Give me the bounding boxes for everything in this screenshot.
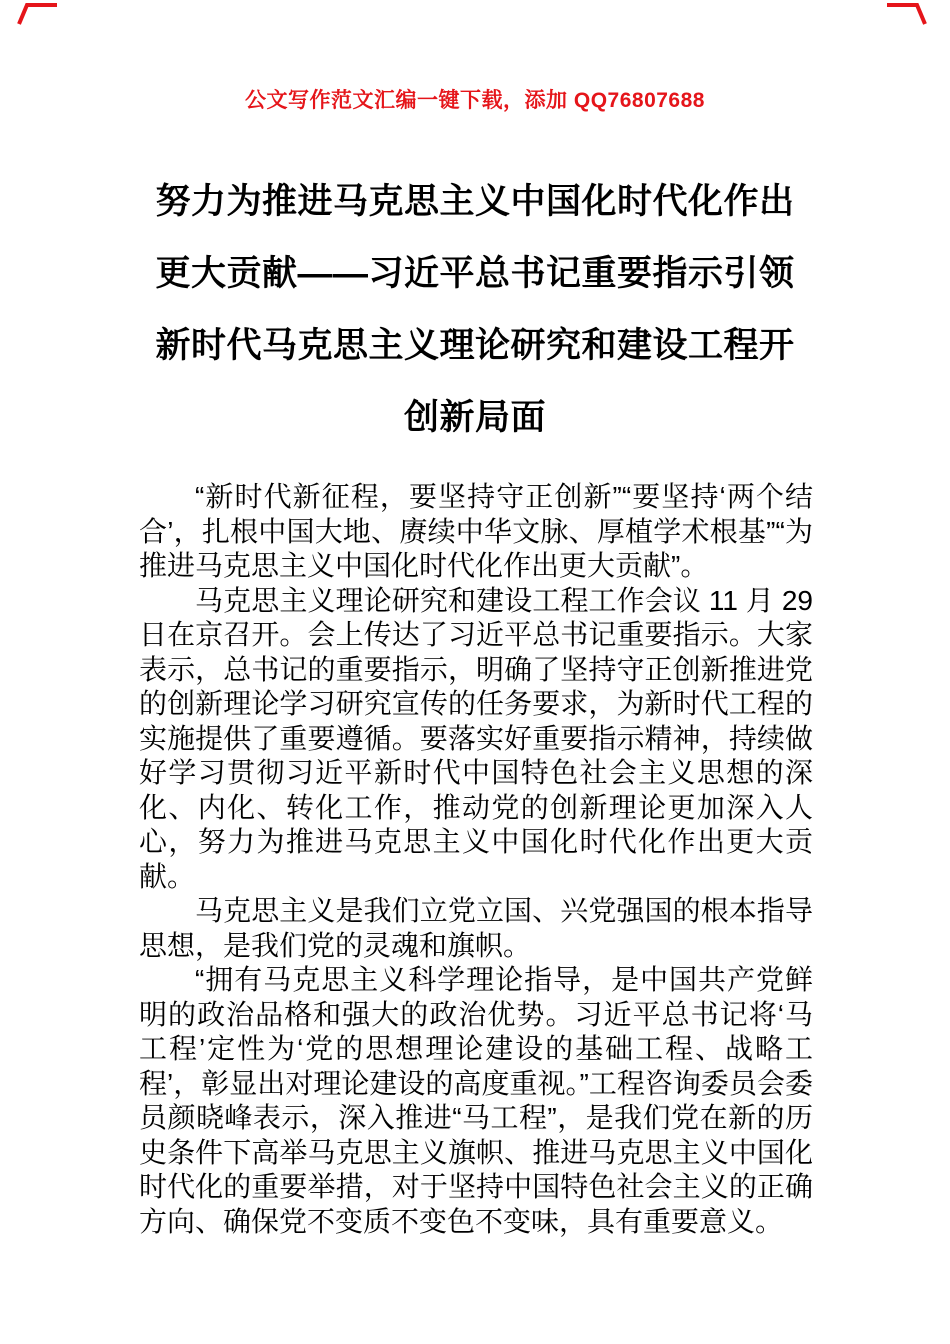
body-paragraph: “拥有马克思主义科学理论指导，是中国共产党鲜明的政治品格和强大的政治优势。习近平总书记将‘马工程’定性为‘党的思想理论建设的基础工程、战略工程’，彰显出对理论建设的高度重视。”工程咨询委员会委员颜晓峰表示，深入推进“马工程”，是我们党在新的历史条件下高举马克思主义旗帜、推进马克思主义中国化时代化的重要举措，对于坚持中国特色社会主义的正确方向、确保党不变质不变色不变味，具有重要意义。: [139, 964, 813, 1237]
document-title-line: 创新局面: [403, 398, 546, 437]
body-paragraph: 马克思主义理论研究和建设工程工作会议 11 月 29 日在京召开。会上传达了习近平总书记重要指示。大家表示，总书记的重要指示，明确了坚持守正创新推进党的创新理论学习研究宣传的任务要求，为新时代工程的实施提供了重要遵循。要落实好重要指示精神，持续做好学习贯彻习近平新时代中国特色社会主义思想的深化、内化、转化工作，推动党的创新理论更加深入人心，努力为推进马克思主义中国化时代化作出更大贡献。: [139, 584, 813, 892]
promo-header-text: 公文写作范文汇编一键下载，添加 QQ76807688: [245, 89, 705, 112]
body-paragraph: “新时代新征程，要坚持守正创新”“要坚持‘两个结合’，扎根中国大地、赓续中华文脉、厚植学术根基”“为推进马克思主义中国化时代化作出更大贡献”。: [139, 481, 813, 581]
red-corner-mark-right-icon: [884, 2, 928, 31]
body-paragraph: 马克思主义是我们立党立国、兴党强国的根本指导思想，是我们党的灵魂和旗帜。: [139, 895, 813, 961]
document-title-line: 努力为推进马克思主义中国化时代化作出: [155, 182, 795, 221]
document-title-line: 新时代马克思主义理论研究和建设工程开: [155, 326, 795, 365]
document-title: [60, 166, 890, 454]
red-corner-mark-left-icon: [16, 2, 60, 31]
document-title-line: 更大贡献——习近平总书记重要指示引领: [155, 254, 795, 293]
document-body: [139, 480, 813, 1239]
